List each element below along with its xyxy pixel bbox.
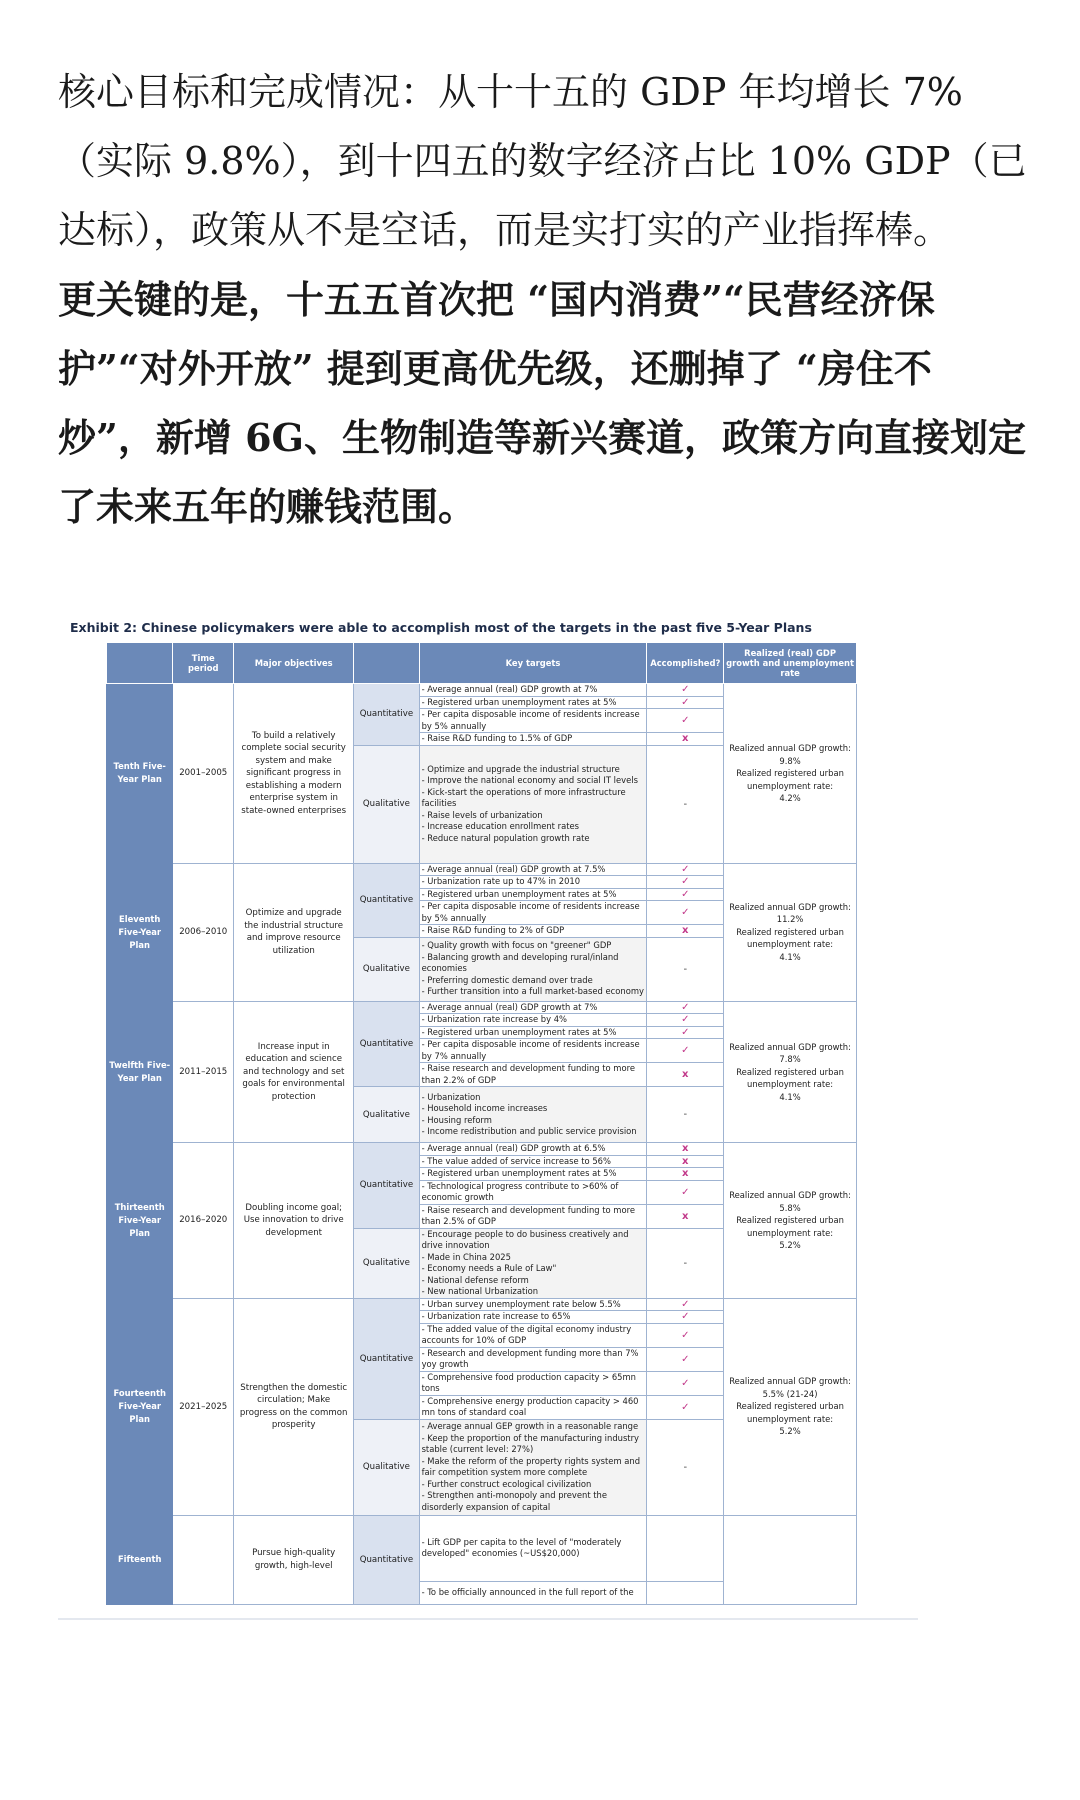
key-target: - Registered urban unemployment rates at 5%: [419, 888, 647, 901]
accomplished-mark: ✓: [647, 1014, 724, 1027]
accomplished-mark: x: [647, 1155, 724, 1168]
exhibit-title: Exhibit 2: Chinese policymakers were able to accomplish most of the targets in the past five 5-Year Plans: [70, 620, 812, 635]
plan-period: 2016–2020: [173, 1143, 234, 1299]
accomplished-mark: ✓: [647, 709, 724, 733]
accomplished-mark: x: [647, 1143, 724, 1156]
five-year-plans-table: [106, 642, 857, 1605]
accomplished-mark: ✓: [647, 901, 724, 925]
qualitative-targets: [419, 745, 647, 863]
plan-name: Fifteenth: [107, 1515, 173, 1604]
accomplished-mark: ✓: [647, 1347, 724, 1371]
quantitative-label: Quantitative: [354, 1143, 419, 1229]
quantitative-label: Quantitative: [354, 863, 419, 937]
table-header-row: [107, 643, 857, 684]
key-target: - The value added of service increase to 56%: [419, 1155, 647, 1168]
key-target: - Registered urban unemployment rates at 5%: [419, 696, 647, 709]
accomplished-mark: ✓: [647, 684, 724, 697]
qualitative-accomplished: -: [647, 1087, 724, 1143]
image-bottom-edge: [58, 1620, 918, 1640]
plan-name: Tenth Five-Year Plan: [107, 684, 173, 864]
plan-objective: Strengthen the domestic circulation; Make progress on the common prosperity: [234, 1298, 354, 1515]
key-target: - Registered urban unemployment rates at 5%: [419, 1026, 647, 1039]
qualitative-targets: [419, 1419, 647, 1515]
plan-objective: Optimize and upgrade the industrial structure and improve resource utilization: [234, 863, 354, 1001]
intro-paragraph-2: 更关键的是，十五五首次把 “国内消费”“民营经济保护”“对外开放” 提到更高优先级，还删掉了 “房住不炒”，新增 6G、生物制造等新兴赛道，政策方向直接划定了未来五年的赚钱范围。: [58, 277, 1026, 529]
key-target: - The added value of the digital economy industry accounts for 10% of GDP: [419, 1323, 647, 1347]
qualitative-text: - Optimize and upgrade the industrial structure - Improve the national economy and social IT levels - Kick-start the operations of more infrastructure facilities - Raise levels of urbanization - Increase education enrollment rates - Reduce natural population growth rate: [421, 763, 638, 843]
accomplished-mark: ✓: [647, 696, 724, 709]
qualitative-text: - Average annual GEP growth in a reasonable range - Keep the proportion of the manufacturing industry stable (current level: 27%) - Make the reform of the property rights system and fair competition system more complete - Further construct ecological civilization - Strengthen anti-monopoly and prevent the disorderly expansion of capital: [421, 1421, 641, 1512]
table-body: [107, 684, 857, 1605]
header-time-period: Time period: [173, 643, 234, 684]
table-row: [107, 1001, 857, 1014]
accomplished-mark: ✓: [647, 1180, 724, 1204]
table-row: [107, 1143, 857, 1156]
accomplished-mark: ✓: [647, 1311, 724, 1324]
realized-growth: [724, 1143, 857, 1299]
realized-text: Realized annual GDP growth: 5.5% (21-24) Realized registered urban unemployment rate: 5.2%: [729, 1376, 851, 1437]
exhibit-image: [58, 620, 918, 1640]
header-key-targets: Key targets: [419, 643, 647, 684]
key-target: - Per capita disposable income of residents increase by 5% annually: [419, 901, 647, 925]
key-target: - Urbanization rate up to 47% in 2010: [419, 876, 647, 889]
key-target: - Urban survey unemployment rate below 5.5%: [419, 1298, 647, 1311]
quantitative-label: Quantitative: [354, 1001, 419, 1087]
key-target: - Research and development funding more than 7% yoy growth: [419, 1347, 647, 1371]
plan-period: 2011–2015: [173, 1001, 234, 1143]
plan-objective: To build a relatively complete social security system and make significant progress in establishing a modern enterprise system in state-owned enterprises: [234, 684, 354, 864]
accomplished-mark: ✓: [647, 1323, 724, 1347]
realized-text: Realized annual GDP growth: 7.8% Realized registered urban unemployment rate: 4.1%: [729, 1041, 851, 1102]
qualitative-accomplished: -: [647, 937, 724, 1001]
qualitative-targets: [419, 937, 647, 1001]
realized-text: Realized annual GDP growth: 5.8% Realized registered urban unemployment rate: 5.2%: [729, 1190, 851, 1250]
header-realized: Realized (real) GDP growth and unemployment rate: [724, 643, 857, 684]
qualitative-text: - Urbanization - Household income increases - Housing reform - Income redistribution and public service provision: [421, 1091, 637, 1136]
qualitative-accomplished: -: [647, 1228, 724, 1298]
qualitative-label: Qualitative: [354, 1419, 419, 1515]
realized-growth: [724, 1001, 857, 1143]
plan-name: Thirteenth Five-Year Plan: [107, 1143, 173, 1299]
qualitative-targets: [419, 1228, 647, 1298]
accomplished-mark: x: [647, 1204, 724, 1228]
accomplished-mark: ✓: [647, 1395, 724, 1419]
key-target: - Average annual (real) GDP growth at 7%: [419, 684, 647, 697]
header-target-type: [354, 643, 419, 684]
realized-text: Realized annual GDP growth: 9.8% Realized registered urban unemployment rate: 4.2%: [729, 743, 851, 803]
table-row: [107, 863, 857, 876]
accomplished-mark: [647, 1515, 724, 1581]
key-target: - Comprehensive energy production capacity > 460 mn tons of standard coal: [419, 1395, 647, 1419]
accomplished-mark: ✓: [647, 863, 724, 876]
key-target: - Urbanization rate increase by 4%: [419, 1014, 647, 1027]
plan-name: Eleventh Five-Year Plan: [107, 863, 173, 1001]
key-target: - Raise R&D funding to 2% of GDP: [419, 925, 647, 938]
plan-period: [173, 1515, 234, 1604]
qualitative-label: Qualitative: [354, 1087, 419, 1143]
accomplished-mark: ✓: [647, 888, 724, 901]
plan-period: 2006–2010: [173, 863, 234, 1001]
accomplished-mark: x: [647, 925, 724, 938]
key-target: - Per capita disposable income of residents increase by 7% annually: [419, 1039, 647, 1063]
header-plan: [107, 643, 173, 684]
plan-period: 2001–2005: [173, 684, 234, 864]
accomplished-mark: [647, 1581, 724, 1604]
key-target: - Registered urban unemployment rates at 5%: [419, 1168, 647, 1181]
exhibit-table-wrap: [106, 642, 857, 1605]
key-target: - Raise research and development funding to more than 2.2% of GDP: [419, 1063, 647, 1087]
accomplished-mark: x: [647, 1168, 724, 1181]
key-target: - Urbanization rate increase to 65%: [419, 1311, 647, 1324]
accomplished-mark: x: [647, 733, 724, 746]
plan-objective: Increase input in education and science and technology and set goals for environmental protection: [234, 1001, 354, 1143]
table-row: [107, 1298, 857, 1311]
key-target: - Per capita disposable income of residents increase by 5% annually: [419, 709, 647, 733]
key-target: - Average annual (real) GDP growth at 6.5%: [419, 1143, 647, 1156]
plan-objective: Doubling income goal; Use innovation to drive development: [234, 1143, 354, 1299]
qualitative-targets: [419, 1087, 647, 1143]
qualitative-label: Qualitative: [354, 937, 419, 1001]
accomplished-mark: ✓: [647, 1039, 724, 1063]
header-major-objectives: Major objectives: [234, 643, 354, 684]
header-accomplished: Accomplished?: [647, 643, 724, 684]
qualitative-label: Qualitative: [354, 745, 419, 863]
realized-growth: [724, 684, 857, 864]
qualitative-accomplished: -: [647, 1419, 724, 1515]
quantitative-label: Quantitative: [354, 1515, 419, 1604]
accomplished-mark: ✓: [647, 876, 724, 889]
table-row: [107, 684, 857, 697]
realized-growth: [724, 863, 857, 1001]
qualitative-accomplished: -: [647, 745, 724, 863]
plan-name: Fourteenth Five-Year Plan: [107, 1298, 173, 1515]
intro-text: [58, 58, 1028, 541]
plan-objective: Pursue high-quality growth, high-level: [234, 1515, 354, 1604]
table-row: [107, 1515, 857, 1581]
quantitative-label: Quantitative: [354, 1298, 419, 1419]
key-target: - Technological progress contribute to >60% of economic growth: [419, 1180, 647, 1204]
key-target: - Comprehensive food production capacity > 65mn tons: [419, 1371, 647, 1395]
key-target: - Lift GDP per capita to the level of "moderately developed" economies (~US$20,000): [419, 1515, 647, 1581]
accomplished-mark: ✓: [647, 1298, 724, 1311]
plan-name: Twelfth Five-Year Plan: [107, 1001, 173, 1143]
key-target: - To be officially announced in the full report of the: [419, 1581, 647, 1604]
accomplished-mark: ✓: [647, 1371, 724, 1395]
accomplished-mark: ✓: [647, 1001, 724, 1014]
qualitative-text: - Encourage people to do business creatively and drive innovation - Made in China 2025 - Economy needs a Rule of Law" - National defense reform - New national Urbanization: [421, 1228, 629, 1296]
realized-text: Realized annual GDP growth: 11.2% Realized registered urban unemployment rate: 4.1%: [729, 901, 851, 962]
realized-growth: [724, 1298, 857, 1515]
intro-paragraph-1: 核心目标和完成情况：从十十五的 GDP 年均增长 7%（实际 9.8%），到十四五的数字经济占比 10% GDP（已达标），政策从不是空话，而是实打实的产业指挥棒。: [58, 70, 1027, 252]
key-target: - Average annual (real) GDP growth at 7.5%: [419, 863, 647, 876]
accomplished-mark: x: [647, 1063, 724, 1087]
plan-period: 2021–2025: [173, 1298, 234, 1515]
key-target: - Raise R&D funding to 1.5% of GDP: [419, 733, 647, 746]
key-target: - Raise research and development funding to more than 2.5% of GDP: [419, 1204, 647, 1228]
key-target: - Average annual (real) GDP growth at 7%: [419, 1001, 647, 1014]
qualitative-label: Qualitative: [354, 1228, 419, 1298]
accomplished-mark: ✓: [647, 1026, 724, 1039]
qualitative-text: - Quality growth with focus on "greener" GDP - Balancing growth and developing rural/inland economies - Preferring domestic demand over trade - Further transition into a full market-based economy: [421, 940, 644, 997]
realized-growth: [724, 1515, 857, 1604]
quantitative-label: Quantitative: [354, 684, 419, 746]
